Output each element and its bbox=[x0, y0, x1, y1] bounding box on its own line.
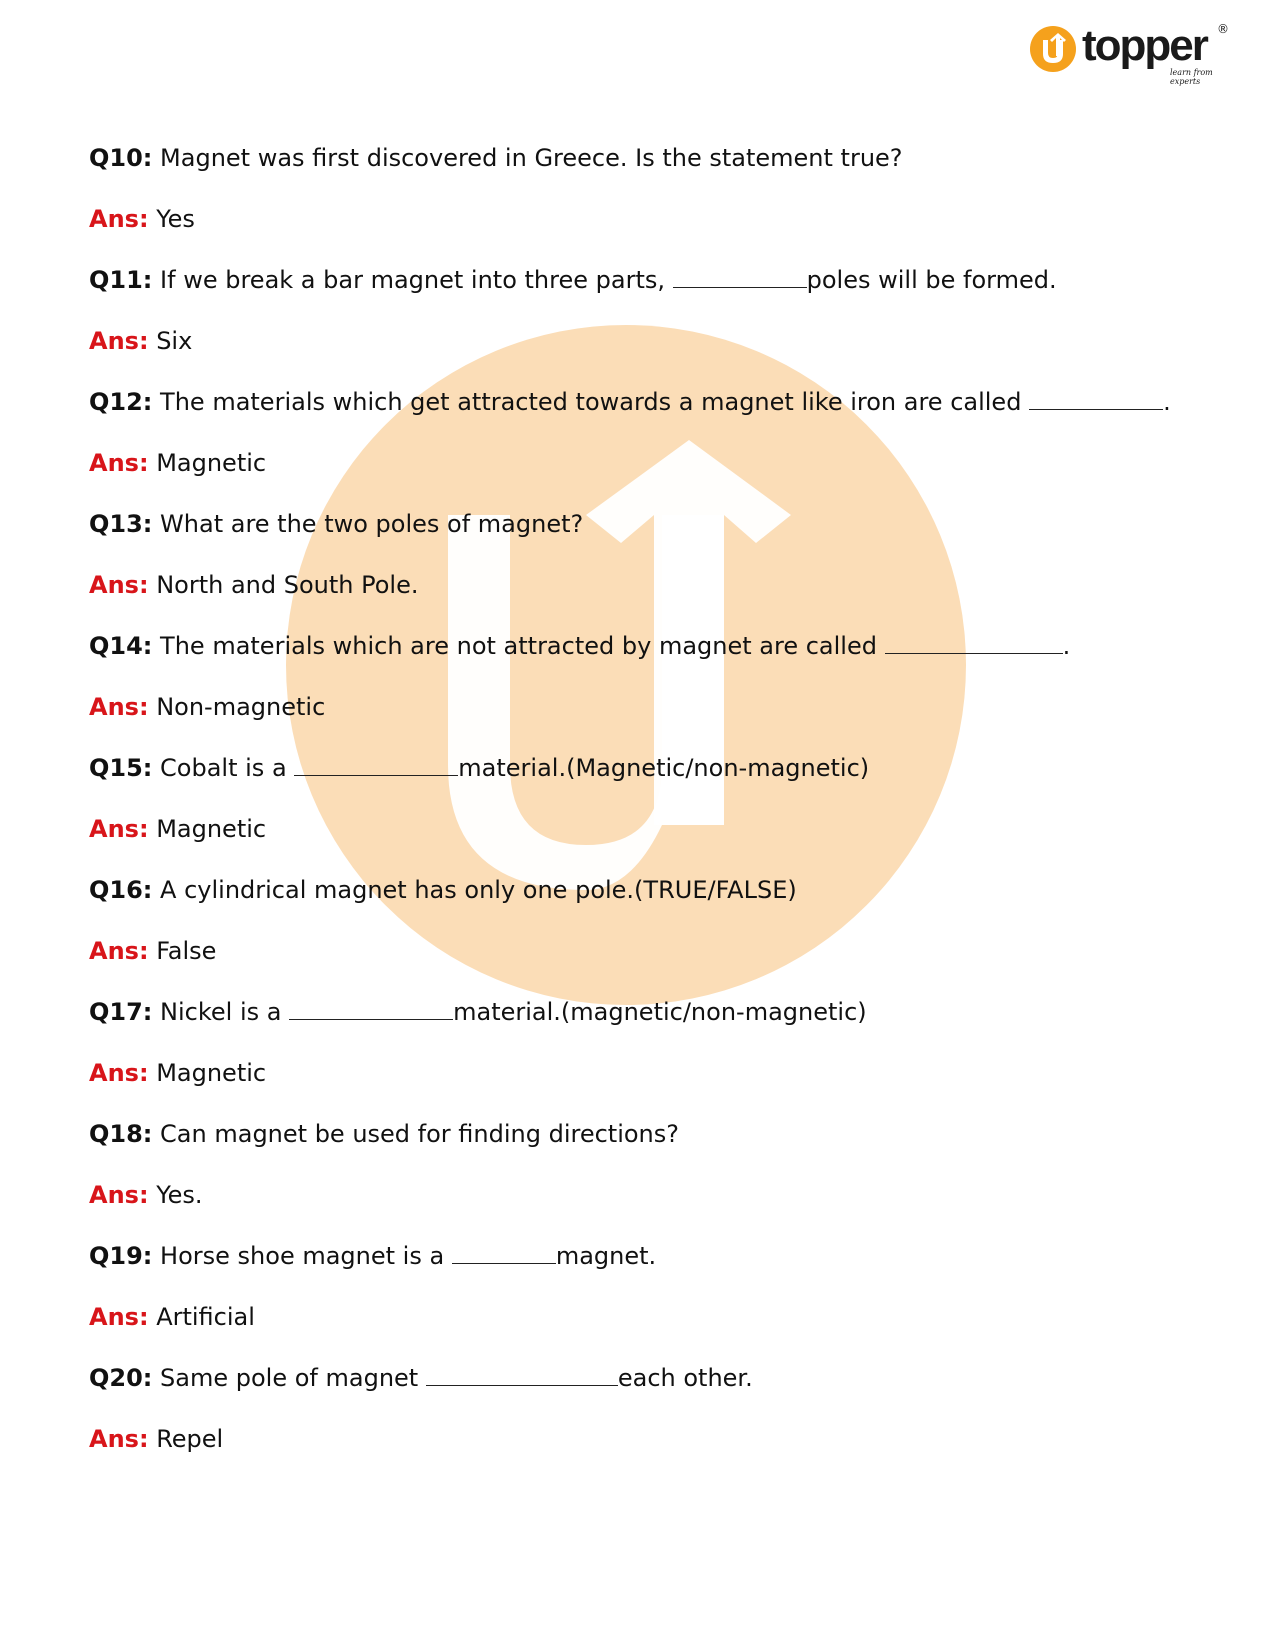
question-text: If we break a bar magnet into three parts, bbox=[160, 266, 673, 294]
question-text-after: material.(magnetic/non-magnetic) bbox=[453, 998, 867, 1026]
question-q14 bbox=[89, 631, 1209, 692]
question-q19 bbox=[89, 1241, 1209, 1302]
question-label: Q19: bbox=[89, 1242, 153, 1270]
logo-badge-icon bbox=[1030, 26, 1076, 72]
question-text: Nickel is a bbox=[160, 998, 290, 1026]
question-text: Magnet was first discovered in Greece. Is the statement true? bbox=[160, 144, 903, 172]
answer-label: Ans: bbox=[89, 1425, 149, 1453]
question-q12 bbox=[89, 387, 1209, 448]
answer-blank bbox=[289, 997, 453, 1020]
answer-q19 bbox=[89, 1302, 1209, 1363]
answer-q20 bbox=[89, 1424, 1209, 1485]
answer-label: Ans: bbox=[89, 571, 149, 599]
answer-q14 bbox=[89, 692, 1209, 753]
question-q18 bbox=[89, 1119, 1209, 1180]
answer-q15 bbox=[89, 814, 1209, 875]
question-q11 bbox=[89, 265, 1209, 326]
question-label: Q13: bbox=[89, 510, 153, 538]
question-label: Q18: bbox=[89, 1120, 153, 1148]
question-q20 bbox=[89, 1363, 1209, 1424]
answer-q10 bbox=[89, 204, 1209, 265]
question-label: Q14: bbox=[89, 632, 153, 660]
question-q15 bbox=[89, 753, 1209, 814]
topper-logo bbox=[1030, 22, 1230, 84]
question-label: Q20: bbox=[89, 1364, 153, 1392]
question-label: Q12: bbox=[89, 388, 153, 416]
question-q17 bbox=[89, 997, 1209, 1058]
answer-blank bbox=[1029, 387, 1163, 410]
answer-text: North and South Pole. bbox=[156, 571, 419, 599]
answer-text: Magnetic bbox=[156, 449, 267, 477]
question-text-after: each other. bbox=[617, 1364, 753, 1392]
answer-label: Ans: bbox=[89, 1303, 149, 1331]
answer-text: Yes bbox=[156, 205, 195, 233]
answer-blank bbox=[426, 1363, 618, 1386]
question-text-after: magnet. bbox=[555, 1242, 657, 1270]
question-label: Q10: bbox=[89, 144, 153, 172]
question-text: The materials which get attracted towards a magnet like iron are called bbox=[160, 388, 1030, 416]
question-text: Cobalt is a bbox=[160, 754, 295, 782]
qa-list bbox=[89, 143, 1209, 1485]
answer-q18 bbox=[89, 1180, 1209, 1241]
logo-wordmark: topper bbox=[1082, 21, 1207, 70]
question-text-after: . bbox=[1163, 388, 1171, 416]
answer-q12 bbox=[89, 448, 1209, 509]
answer-text: False bbox=[156, 937, 217, 965]
question-text: Same pole of magnet bbox=[160, 1364, 426, 1392]
question-text: The materials which are not attracted by magnet are called bbox=[160, 632, 885, 660]
question-text: Horse shoe magnet is a bbox=[160, 1242, 452, 1270]
answer-label: Ans: bbox=[89, 327, 149, 355]
answer-q16 bbox=[89, 936, 1209, 997]
answer-label: Ans: bbox=[89, 1059, 149, 1087]
answer-text: Yes. bbox=[156, 1181, 203, 1209]
answer-blank bbox=[452, 1241, 556, 1264]
answer-label: Ans: bbox=[89, 693, 149, 721]
question-q13 bbox=[89, 509, 1209, 570]
question-q10 bbox=[89, 143, 1209, 204]
answer-text: Magnetic bbox=[156, 1059, 267, 1087]
question-label: Q15: bbox=[89, 754, 153, 782]
question-label: Q16: bbox=[89, 876, 153, 904]
question-label: Q11: bbox=[89, 266, 153, 294]
registered-mark: ® bbox=[1217, 22, 1229, 36]
answer-label: Ans: bbox=[89, 449, 149, 477]
answer-blank bbox=[673, 265, 807, 288]
answer-label: Ans: bbox=[89, 1181, 149, 1209]
question-text-after: material.(Magnetic/non-magnetic) bbox=[458, 754, 870, 782]
answer-text: Magnetic bbox=[156, 815, 267, 843]
answer-blank bbox=[885, 631, 1063, 654]
answer-text: Six bbox=[156, 327, 193, 355]
logo-tagline: learn from experts bbox=[1170, 68, 1213, 86]
question-text: Can magnet be used for finding directions? bbox=[160, 1120, 680, 1148]
answer-label: Ans: bbox=[89, 205, 149, 233]
answer-text: Repel bbox=[156, 1425, 224, 1453]
question-q16 bbox=[89, 875, 1209, 936]
question-text: A cylindrical magnet has only one pole.(TRUE/FALSE) bbox=[160, 876, 797, 904]
answer-text: Artificial bbox=[156, 1303, 255, 1331]
answer-q17 bbox=[89, 1058, 1209, 1119]
answer-label: Ans: bbox=[89, 937, 149, 965]
question-label: Q17: bbox=[89, 998, 153, 1026]
answer-blank bbox=[294, 753, 458, 776]
answer-q13 bbox=[89, 570, 1209, 631]
question-text-after: . bbox=[1062, 632, 1071, 660]
answer-q11 bbox=[89, 326, 1209, 387]
question-text: What are the two poles of magnet? bbox=[160, 510, 584, 538]
answer-label: Ans: bbox=[89, 815, 149, 843]
answer-text: Non-magnetic bbox=[156, 693, 326, 721]
question-text-after: poles will be formed. bbox=[806, 266, 1057, 294]
